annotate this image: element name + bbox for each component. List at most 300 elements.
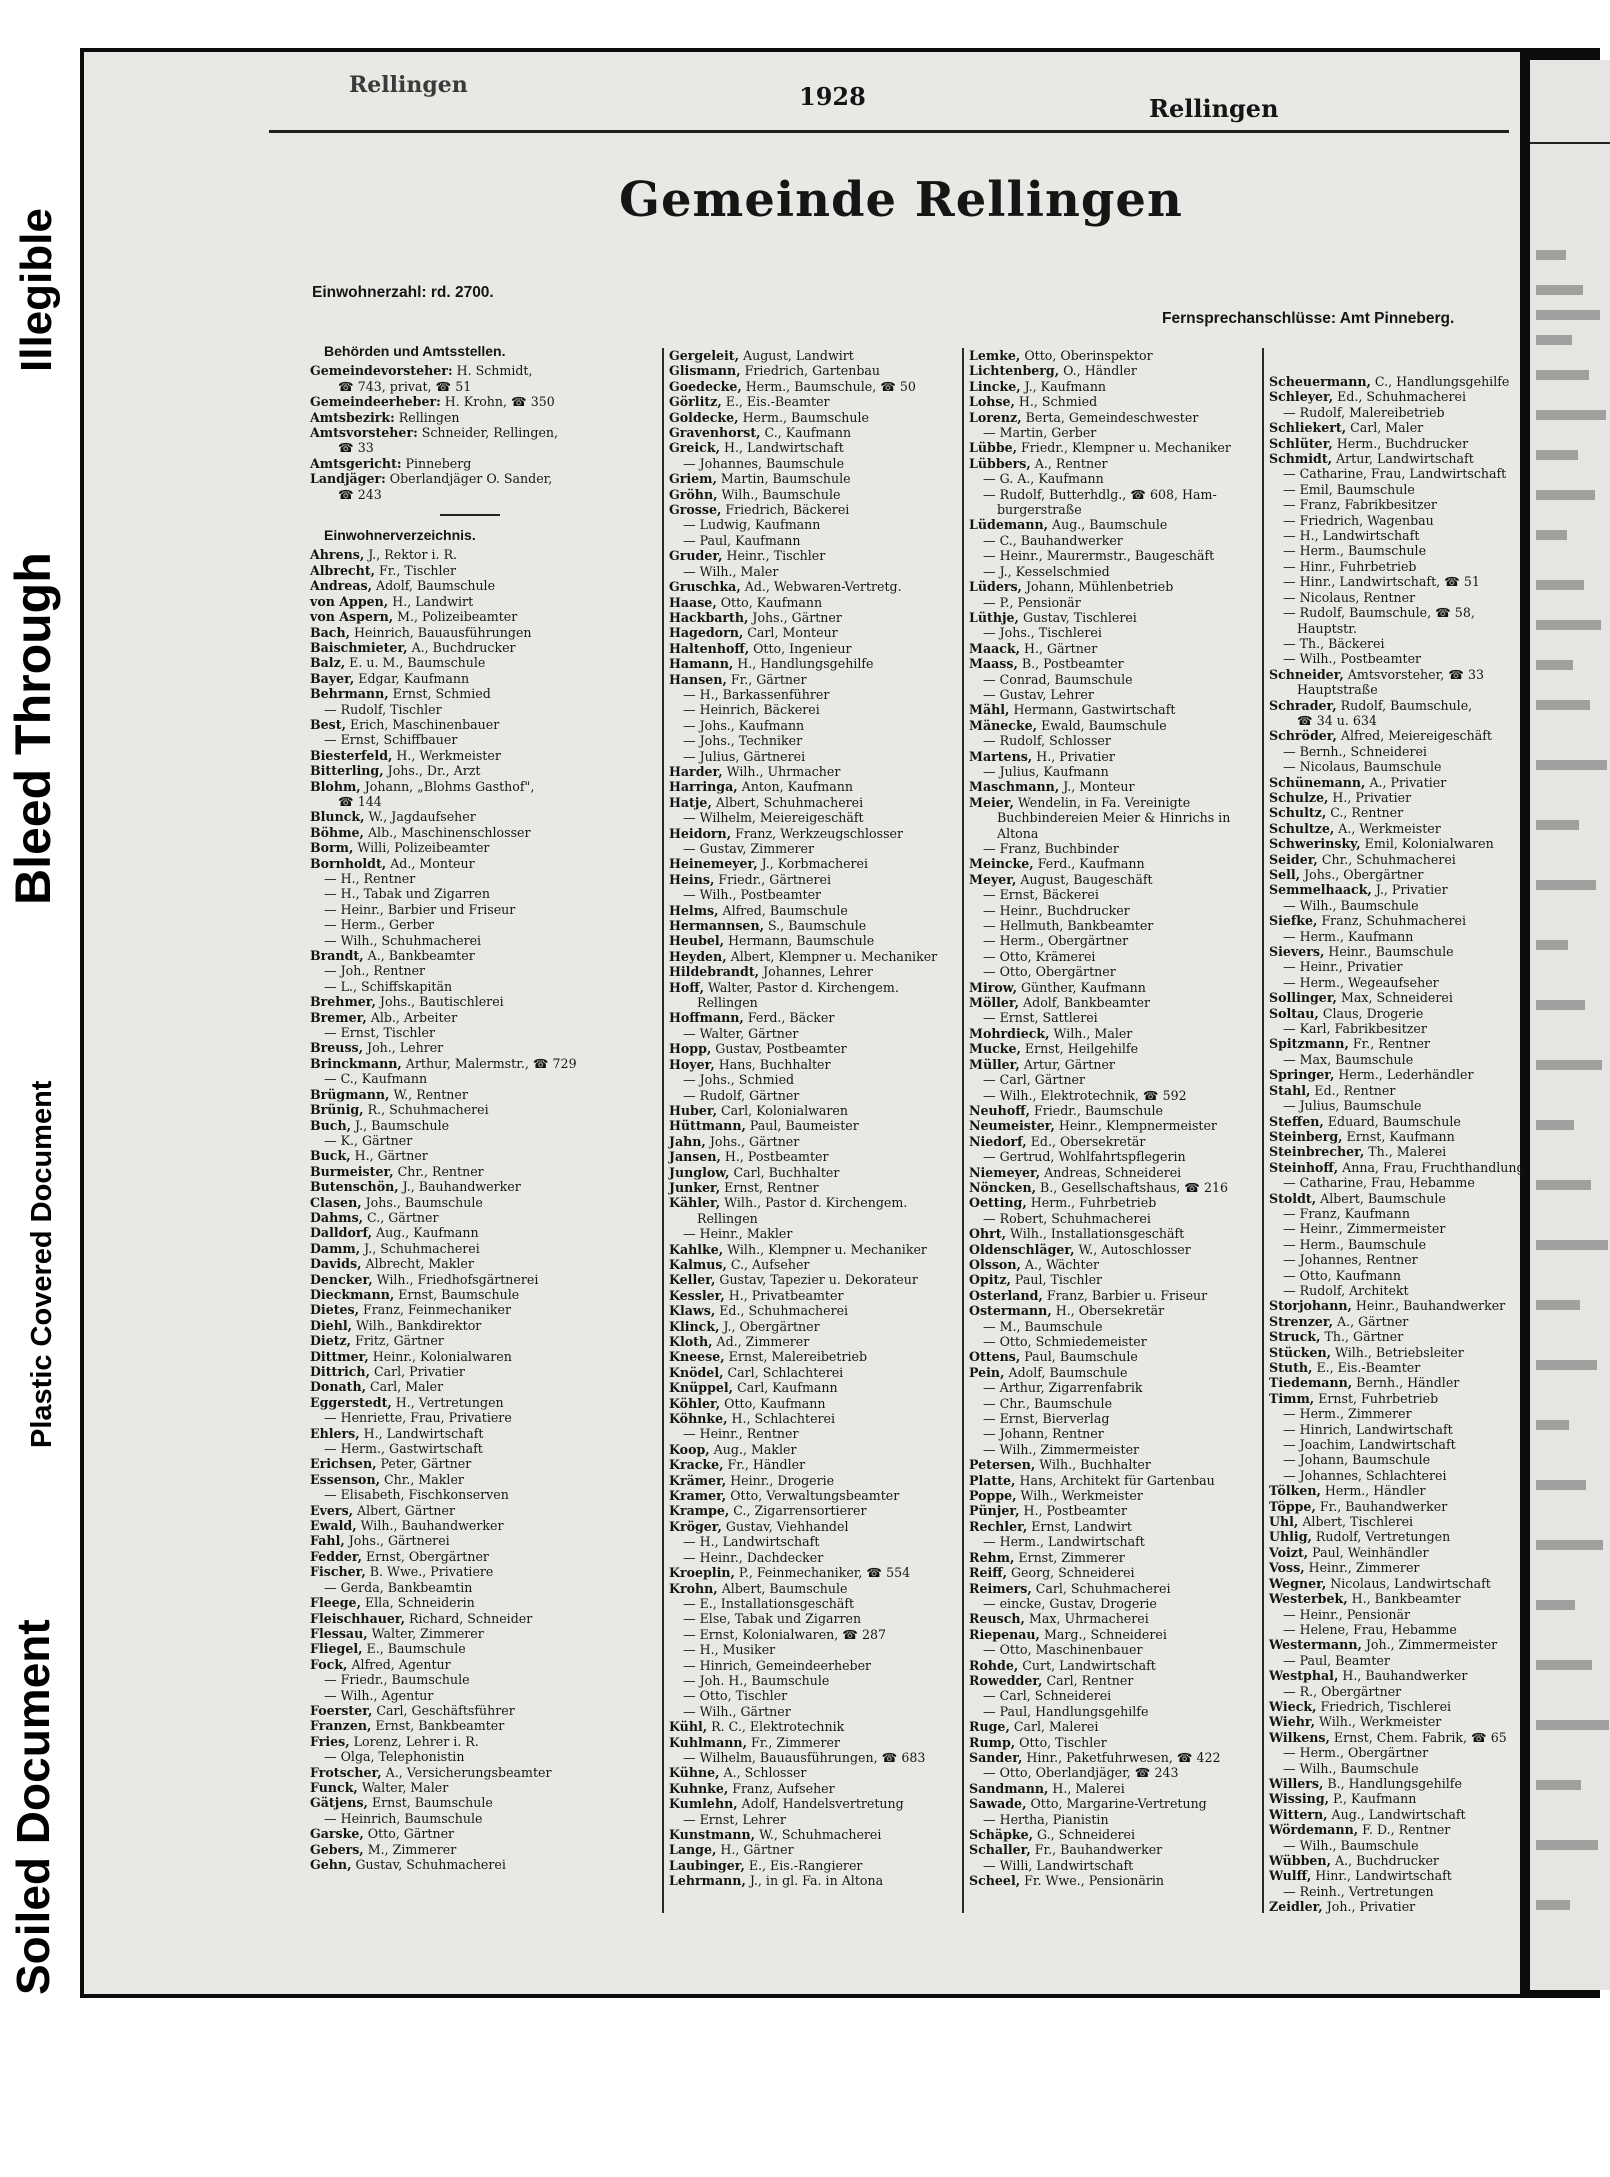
entry-detail: — Otto, Kaufmann (1283, 1267, 1401, 1283)
entry-detail: Georg, Schneiderei (1006, 1565, 1135, 1581)
directory-entry (310, 979, 555, 994)
directory-entry (669, 779, 914, 794)
entry-detail: Gustav, Tapezier u. Dekorateur (715, 1272, 918, 1288)
directory-entry (969, 625, 1214, 640)
entry-name: Davids, (310, 1256, 362, 1272)
directory-entry (969, 1088, 1214, 1103)
entry-detail: — Chr., Baumschule (983, 1395, 1113, 1411)
entry-name: Harder, (669, 763, 723, 779)
adjacent-text-fragment (1536, 410, 1606, 420)
directory-entry (1269, 451, 1514, 466)
entry-detail: ☎ 743, privat, ☎ 51 (338, 378, 472, 394)
directory-entry (969, 1473, 1214, 1488)
entry-name: Dittmer, (310, 1348, 369, 1364)
directory-entry (669, 1026, 914, 1041)
entry-name: Bornholdt, (310, 855, 387, 871)
directory-entry (669, 672, 914, 687)
entry-detail: — Rudolf, Baumschule, ☎ 58, (1283, 605, 1475, 621)
entry-detail: A., Rentner (1030, 455, 1108, 471)
adjacent-text-fragment (1536, 620, 1601, 630)
entry-detail: E., Eis.-Rangierer (744, 1857, 863, 1873)
entry-detail: — Friedr., Baumschule (324, 1672, 470, 1688)
directory-entry (1269, 1422, 1514, 1437)
entry-detail: Otto, Verwaltungsbeamter (726, 1488, 900, 1504)
entry-detail: H. Schmidt, (452, 363, 533, 379)
entry-name: Lüthje, (969, 609, 1019, 625)
entry-name: Harringa, (669, 779, 738, 795)
directory-entry (1269, 1529, 1514, 1544)
directory-entry (310, 1441, 555, 1456)
entry-detail: — J., Kesselschmied (983, 563, 1110, 579)
entry-detail: Albert, Baumschule (717, 1580, 848, 1596)
entry-detail: Carl, Maler (366, 1379, 444, 1395)
directory-entry (310, 902, 555, 917)
directory-entry (310, 1718, 555, 1733)
entry-name: Fock, (310, 1656, 348, 1672)
entry-detail: Gustav, Schuhmacherei (351, 1857, 506, 1872)
entry-name: Landjäger: (310, 471, 386, 487)
entry-detail: Fr., Tischler (375, 562, 456, 578)
column-1 (310, 342, 577, 1872)
directory-entry (969, 1642, 1214, 1657)
entry-detail: — Wilh., Gärtner (683, 1703, 791, 1719)
entry-detail: B., Postbeamter (1017, 656, 1124, 672)
directory-entry (310, 1379, 555, 1394)
entry-detail: Friedrich, Bäckerei (721, 502, 850, 518)
entry-name: Krohn, (669, 1580, 718, 1596)
entry-detail: J., Schuhmacherei (360, 1240, 480, 1256)
entry-detail: Albert, Gärtner (353, 1502, 456, 1518)
entry-detail: B., Handlungsgehilfe (1323, 1775, 1462, 1791)
directory-entry (1269, 436, 1514, 451)
directory-entry (669, 1103, 914, 1118)
entry-name: Baischmieter, (310, 639, 408, 655)
entry-detail: — Nicolaus, Rentner (1283, 589, 1416, 605)
directory-entry (669, 1765, 914, 1780)
entry-detail: — Johannes, Baumschule (683, 455, 845, 471)
entry-name: Stuth, (1269, 1360, 1313, 1375)
directory-entry (1269, 466, 1514, 481)
entry-detail: burgerstraße (997, 502, 1082, 518)
entry-detail: Franz, Feinmechaniker (359, 1302, 512, 1318)
entry-detail: J., Bauhandwerker (398, 1179, 521, 1195)
directory-entry (969, 733, 1214, 748)
entry-detail: Paul, Baumschule (1020, 1349, 1138, 1365)
directory-entry (1269, 1607, 1514, 1622)
adjacent-text-fragment (1536, 820, 1579, 830)
entry-detail: Franz, Barbier u. Friseur (1042, 1287, 1208, 1303)
entry-name: Brünig, (310, 1102, 364, 1118)
entry-detail: — Herm., Gastwirtschaft (324, 1441, 483, 1457)
entry-detail: — Rudolf, Malereibetrieb (1283, 404, 1445, 420)
entry-detail: Schneider, Rellingen, (417, 425, 559, 441)
directory-entry (1269, 867, 1514, 882)
entry-detail: A., Buchdrucker (1330, 1853, 1439, 1868)
entry-detail: — Rudolf, Gärtner (683, 1087, 800, 1103)
entry-detail: — Arthur, Zigarrenfabrik (983, 1380, 1143, 1396)
entry-detail: Th., Malerei (1364, 1144, 1447, 1160)
directory-entry (669, 1688, 914, 1703)
entry-name: Mirow, (969, 979, 1017, 995)
entry-detail: — H., Landwirtschaft (1283, 528, 1420, 544)
entry-name: Pünjer, (969, 1503, 1020, 1519)
entry-name: Neumeister, (969, 1118, 1055, 1134)
directory-entry (1269, 1129, 1514, 1144)
entry-name: Amtsgericht: (310, 455, 402, 471)
directory-entry (969, 1827, 1214, 1842)
entry-name: Maass, (969, 656, 1018, 672)
directory-entry (1269, 1545, 1514, 1560)
entry-detail: Paul, Tischler (1010, 1272, 1103, 1288)
entry-detail: Andreas, Schneiderei (1040, 1164, 1182, 1180)
entry-detail: S., Baumschule (764, 918, 867, 934)
directory-entry (1269, 1699, 1514, 1714)
directory-entry (669, 1257, 914, 1272)
entry-detail: — eincke, Gustav, Drogerie (983, 1595, 1157, 1611)
directory-entry (969, 1796, 1214, 1811)
directory-entry (310, 871, 555, 886)
entry-name: Hildebrandt, (669, 964, 760, 980)
directory-entry (310, 1241, 555, 1256)
entry-name: Lübbe, (969, 440, 1018, 456)
entry-name: Heyden, (669, 948, 727, 964)
entry-name: Wittern, (1269, 1806, 1328, 1822)
entry-detail: J., Obergärtner (719, 1318, 820, 1334)
directory-entry (669, 1010, 914, 1025)
directory-entry (969, 1673, 1214, 1688)
entry-detail: Artur, Gärtner (1019, 1056, 1115, 1072)
directory-entry (310, 1811, 555, 1826)
directory-entry (310, 1780, 555, 1795)
directory-entry (310, 1472, 555, 1487)
entry-detail: — Walter, Gärtner (683, 1025, 799, 1041)
entry-name: Kunstmann, (669, 1827, 756, 1842)
directory-entry (310, 825, 555, 840)
entry-detail: Max, Uhrmacherei (1024, 1611, 1149, 1627)
directory-entry (1269, 1391, 1514, 1406)
entry-name: Mähl, (969, 702, 1010, 718)
entry-detail: — Herm., Obergärtner (983, 933, 1129, 949)
entry-detail: Fritz, Gärtner (351, 1333, 444, 1349)
directory-entry (310, 717, 555, 732)
directory-entry (969, 656, 1214, 671)
directory-entry (1269, 1868, 1514, 1883)
directory-entry (669, 1873, 914, 1888)
entry-detail: J., Privatier (1371, 882, 1448, 898)
directory-entry (669, 1411, 914, 1426)
directory-entry (310, 1749, 555, 1764)
directory-entry (969, 1735, 1214, 1750)
entry-detail: M., Zimmerer (363, 1841, 457, 1857)
entry-name: Schäpke, (969, 1827, 1034, 1842)
entry-name: Lüders, (969, 579, 1022, 595)
directory-entry (310, 1611, 555, 1626)
entry-name: Haltenhoff, (669, 640, 750, 656)
directory-entry (310, 917, 555, 932)
entry-name: Ruge, (969, 1719, 1010, 1735)
directory-entry (969, 1688, 1214, 1703)
entry-name: Funck, (310, 1779, 358, 1795)
column-rule (962, 348, 964, 1913)
entry-detail: Ad., Monteur (386, 855, 475, 871)
entry-detail: — Wilh., Maler (683, 563, 779, 579)
directory-entry (1269, 1329, 1514, 1344)
entry-name: Diehl, (310, 1317, 353, 1333)
entry-detail: — Franz, Fabrikbesitzer (1283, 497, 1437, 513)
directory-entry (669, 980, 914, 995)
entry-name: Grosse, (669, 502, 722, 518)
directory-entry (310, 425, 559, 441)
entry-detail: Joh., Privatier (1322, 1899, 1416, 1915)
directory-entry (969, 1349, 1214, 1364)
entry-detail: Adolf, Bankbeamter (1019, 995, 1151, 1011)
entry-name: Damm, (310, 1240, 361, 1256)
entry-detail: — Hinr., Fuhrbetrieb (1283, 558, 1417, 574)
directory-entry (1269, 1221, 1514, 1236)
entry-name: Niemeyer, (969, 1164, 1041, 1180)
directory-entry (669, 548, 914, 563)
directory-entry (310, 1133, 555, 1148)
entry-name: Kröger, (669, 1518, 722, 1534)
entry-detail: Fr., Bauhandwerker (1315, 1498, 1448, 1514)
entry-name: Glismann, (669, 363, 741, 379)
entry-detail: Hans, Architekt für Gartenbau (1015, 1472, 1215, 1488)
directory-entry (310, 594, 555, 609)
directory-entry (1269, 1637, 1514, 1652)
entry-name: Wulff, (1269, 1868, 1312, 1884)
entry-detail: Fr., Händler (723, 1457, 806, 1473)
directory-entry (310, 578, 555, 593)
adjacent-text-fragment (1536, 335, 1572, 345)
directory-entry (1269, 1114, 1514, 1129)
entry-name: Kuhnke, (669, 1780, 729, 1796)
entry-detail: — Julius, Baumschule (1283, 1098, 1422, 1114)
entry-detail: Heinrich, Bauausführungen (350, 624, 532, 640)
entry-detail: — Catharine, Frau, Hebamme (1283, 1175, 1475, 1191)
entry-name: Keller, (669, 1272, 716, 1288)
entry-name: Wördemann, (1269, 1822, 1359, 1838)
entry-name: Lange, (669, 1842, 717, 1858)
directory-entry (669, 749, 914, 764)
entry-name: Frotscher, (310, 1764, 382, 1780)
directory-entry (669, 1134, 914, 1149)
entry-name: Albrecht, (310, 562, 376, 578)
entry-detail: — Otto, Obergärtner (983, 964, 1116, 980)
directory-entry (669, 795, 914, 810)
entry-name: Pein, (969, 1364, 1005, 1380)
entry-detail: Herm., Buchdrucker (1332, 435, 1469, 451)
directory-entry (969, 718, 1214, 733)
entry-detail: — Carl, Gärtner (983, 1072, 1086, 1088)
directory-entry (1269, 821, 1514, 836)
entry-name: von Appen, (310, 593, 389, 609)
directory-entry (669, 1349, 914, 1364)
directory-entry (1269, 651, 1514, 666)
directory-entry (310, 1842, 555, 1857)
entry-name: Scheuermann, (1269, 374, 1371, 389)
directory-entry (1269, 775, 1514, 790)
entry-name: Kahlke, (669, 1241, 724, 1257)
directory-entry (669, 1519, 914, 1534)
adjacent-text-fragment (1536, 1660, 1592, 1670)
directory-entry (1269, 990, 1514, 1005)
entry-detail: H., Postbeamter (1019, 1503, 1128, 1519)
entry-detail: — Julius, Gärtnerei (683, 748, 806, 764)
entry-detail: H., Gärtner (716, 1842, 794, 1858)
directory-entry (1269, 482, 1514, 497)
directory-entry (669, 641, 914, 656)
directory-entry (310, 1688, 555, 1703)
entry-name: Stoldt, (1269, 1190, 1317, 1206)
directory-entry (310, 1102, 555, 1117)
entry-detail: Otto, Margarine-Vertretung (1026, 1796, 1207, 1812)
entry-detail: Wilh., Uhrmacher (722, 763, 841, 779)
entry-detail: Johann, Mühlenbetrieb (1021, 579, 1174, 595)
entry-name: Westerbek, (1269, 1591, 1348, 1607)
entry-name: Bach, (310, 624, 351, 640)
directory-entry (1269, 1052, 1514, 1067)
entry-detail: — Herm., Gerber (324, 917, 435, 933)
header-left: Rellingen (349, 72, 468, 98)
entry-name: Kühne, (669, 1765, 720, 1781)
entry-name: Hermannsen, (669, 918, 764, 934)
column-4 (1269, 374, 1525, 1915)
directory-entry (1269, 1514, 1514, 1529)
entry-name: Wissing, (1269, 1791, 1330, 1807)
entry-name: Tölken, (1269, 1483, 1321, 1499)
entry-name: Maack, (969, 640, 1021, 656)
entry-detail: Anton, Kaufmann (737, 779, 853, 795)
entry-name: Böhme, (310, 824, 364, 840)
entry-detail: Friedr., Baumschule (1029, 1102, 1163, 1118)
directory-entry (1269, 728, 1514, 743)
directory-entry (969, 872, 1214, 887)
entry-name: Lichtenberg, (969, 363, 1060, 379)
entry-detail: Peter, Gärtner (376, 1456, 472, 1472)
entry-detail: B., Gesellschaftshaus, ☎ 216 (1036, 1179, 1229, 1195)
entry-detail: — Wilhelm, Meiereigeschäft (683, 810, 864, 826)
entry-name: Steffen, (1269, 1113, 1324, 1129)
directory-entry (969, 1565, 1214, 1580)
directory-entry (1269, 882, 1514, 897)
entry-detail: — Rudolf, Schlosser (983, 733, 1111, 749)
entry-detail: — Wilh., Agentur (324, 1687, 434, 1703)
entry-detail: E. u. M., Baumschule (345, 655, 486, 671)
directory-entry (969, 1581, 1214, 1596)
entry-detail: A., Buchdrucker (407, 639, 516, 655)
directory-entry (969, 1057, 1214, 1072)
directory-entry (310, 1395, 555, 1410)
directory-entry (310, 609, 555, 624)
directory-entry (969, 548, 1214, 563)
entry-name: Oetting, (969, 1195, 1027, 1211)
entry-name: Semmelhaack, (1269, 882, 1372, 898)
entry-detail: Hinr., Landwirtschaft (1311, 1868, 1452, 1884)
entry-name: Meincke, (969, 856, 1034, 872)
entry-detail: Curt, Landwirtschaft (1018, 1657, 1156, 1673)
directory-entry (969, 1334, 1214, 1349)
directory-entry (310, 394, 555, 409)
entry-detail: Alb., Arbeiter (366, 1009, 458, 1025)
entry-detail: Heinr., Zimmerer (1304, 1560, 1420, 1576)
entry-detail: — Henriette, Frau, Privatiere (324, 1410, 512, 1426)
entry-name: Willers, (1269, 1775, 1324, 1791)
entry-detail: Paul, Baumeister (745, 1118, 859, 1134)
directory-entry (1269, 621, 1514, 636)
directory-entry (1269, 1791, 1514, 1806)
entry-detail: Johs., Bautischlerei (375, 994, 504, 1010)
entry-name: Helms, (669, 902, 719, 918)
directory-entry (669, 1642, 914, 1657)
directory-entry (310, 1225, 555, 1240)
directory-entry (310, 625, 555, 640)
entry-detail: Joh., Zimmermeister (1361, 1637, 1498, 1653)
entry-name: Behrmann, (310, 686, 389, 702)
entry-name: Wieck, (1269, 1698, 1317, 1714)
entry-detail: H., Handlungsgehilfe (733, 656, 874, 672)
entry-detail: Erich, Maschinenbauer (345, 716, 500, 732)
entry-detail: P., Feinmechaniker, ☎ 554 (734, 1565, 911, 1581)
directory-entry (310, 487, 555, 502)
label-bleed-through: Bleed Through (5, 552, 61, 905)
entry-detail: Friedrich, Tischlerei (1316, 1698, 1452, 1714)
directory-entry (1269, 1899, 1514, 1914)
entry-name: Gruschka, (669, 579, 741, 595)
entry-detail: G., Schneiderei (1033, 1827, 1136, 1842)
directory-entry (1269, 1745, 1514, 1760)
entry-detail: — C., Bauhandwerker (983, 532, 1123, 548)
entry-detail: Martin, Baumschule (716, 471, 851, 487)
entry-name: Steinhoff, (1269, 1159, 1339, 1175)
entry-name: Kneese, (669, 1349, 725, 1365)
entry-detail: — Elisabeth, Fischkonserven (324, 1487, 509, 1503)
entry-detail: Franz, Werkzeugschlosser (731, 825, 904, 841)
entry-detail: C., Handlungsgehilfe (1370, 374, 1510, 389)
entry-name: Gebers, (310, 1841, 364, 1857)
entry-detail: Emil, Kolonialwaren (1360, 836, 1494, 852)
entry-name: Meier, (969, 794, 1014, 810)
label-soiled-document: Soiled Document (7, 1619, 59, 1995)
entry-detail: — Hinr., Landwirtschaft, ☎ 51 (1283, 574, 1480, 590)
directory-entry (969, 1858, 1214, 1873)
directory-entry (669, 826, 914, 841)
directory-entry (1269, 543, 1514, 558)
directory-entry (1269, 1345, 1514, 1360)
directory-entry (1269, 1622, 1514, 1637)
entry-detail: H., Landwirt (388, 593, 474, 609)
entry-name: Sell, (1269, 867, 1301, 882)
entry-detail: — H., Tabak und Zigarren (324, 886, 490, 902)
entry-detail: P., Kaufmann (1329, 1791, 1417, 1807)
entry-detail: — Heinrich, Bäckerei (683, 702, 820, 718)
entry-detail: — Heinr., Privatier (1283, 959, 1403, 975)
adjacent-text-fragment (1536, 310, 1600, 320)
entry-detail: Wilh., Klempner u. Mechaniker (723, 1241, 927, 1257)
entry-name: Brinckmann, (310, 1055, 402, 1071)
entry-detail: Herm., Baumschule, ☎ 50 (741, 378, 916, 394)
entry-name: Kracke, (669, 1457, 724, 1473)
entry-detail: Ernst, Landwirt (1027, 1518, 1132, 1534)
entry-detail: Ernst, Kaufmann (1342, 1128, 1455, 1144)
adjacent-text-fragment (1536, 1120, 1574, 1130)
entry-name: Uhlig, (1269, 1529, 1312, 1545)
directory-entry (969, 995, 1214, 1010)
directory-entry (669, 1272, 918, 1288)
entry-detail: Albert, Schuhmacherei (711, 794, 864, 810)
entry-detail: ☎ 34 u. 634 (1297, 712, 1377, 728)
directory-entry (669, 1365, 914, 1380)
entry-name: Stücken, (1269, 1344, 1332, 1360)
